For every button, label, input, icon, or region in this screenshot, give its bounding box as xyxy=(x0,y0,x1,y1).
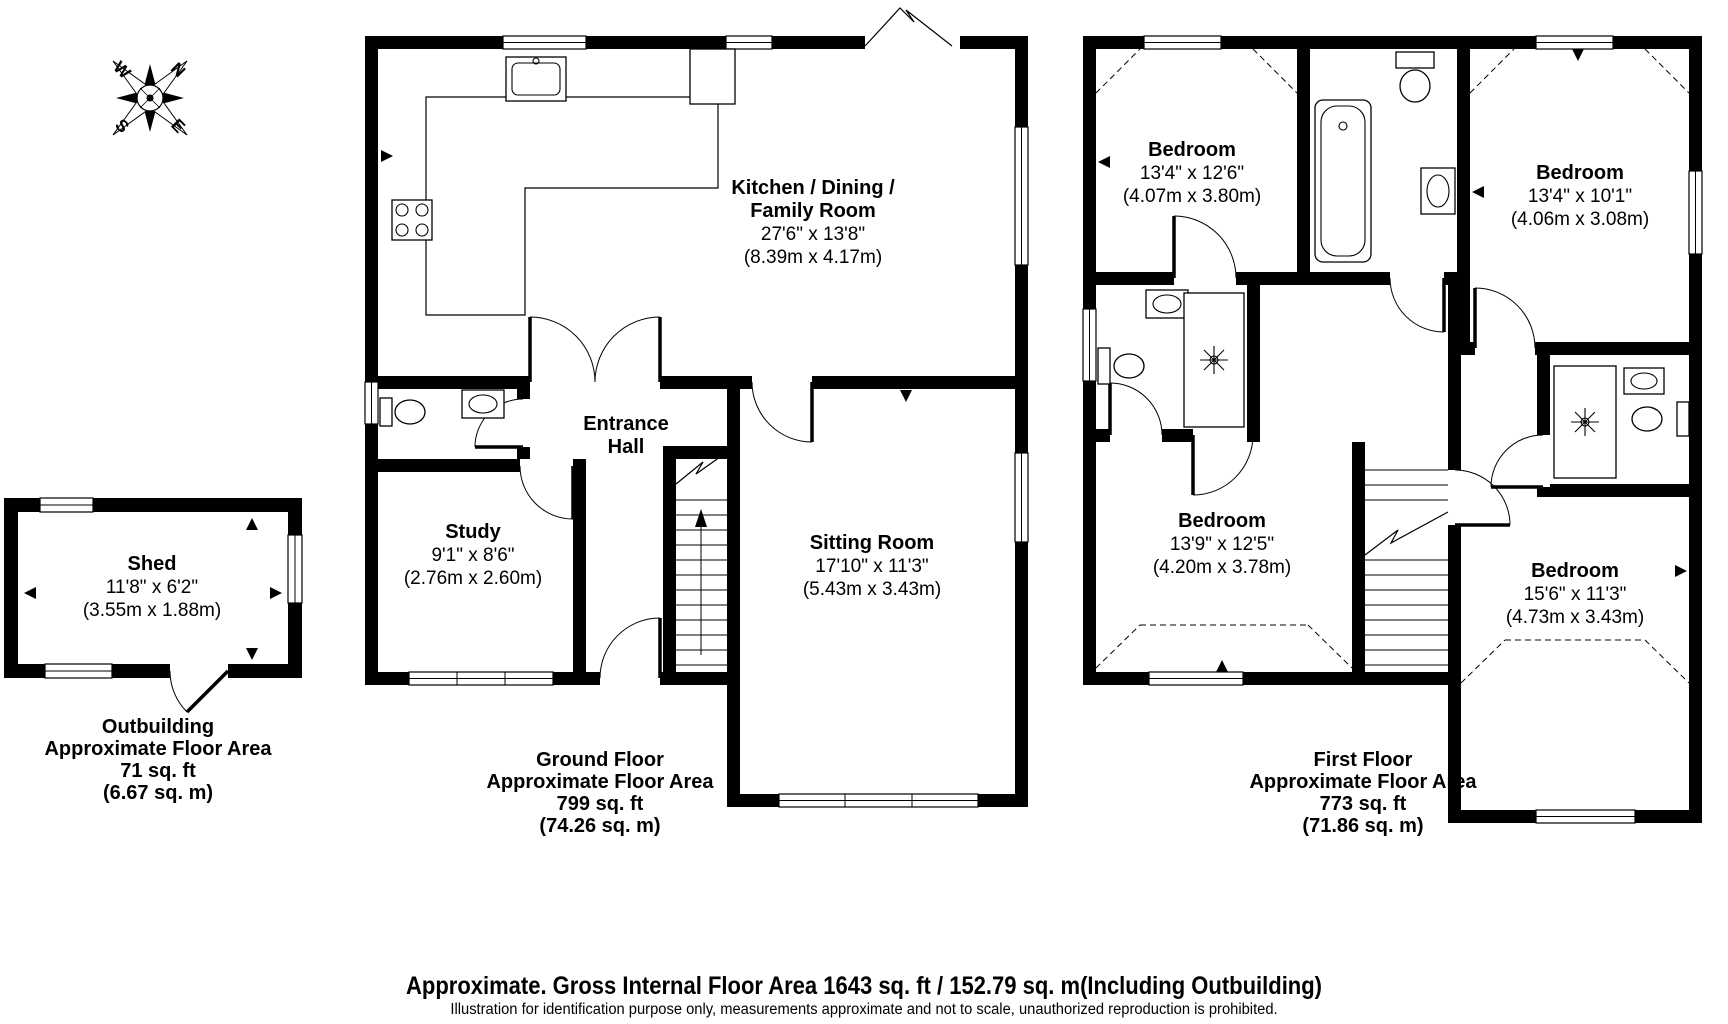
open-bay-break-line xyxy=(865,8,952,46)
compass-west-label: W xyxy=(109,57,135,83)
room-label-kitchen: Kitchen / Dining / Family Room 27'6" x 13'8" (8.39m x 4.17m) xyxy=(731,177,895,268)
room-label-bedroom-top-right: Bedroom 13'4" x 10'1" (4.06m x 3.08m) xyxy=(1510,162,1650,230)
compass-north-label: N xyxy=(166,58,190,82)
compass-center-dot xyxy=(147,95,154,102)
room-label-entrance-hall: Entrance Hall xyxy=(583,413,669,458)
compass-east-label: E xyxy=(167,115,189,137)
compass-rose xyxy=(92,36,212,160)
wc-basin xyxy=(462,390,504,418)
first-floor-fixtures xyxy=(1098,52,1689,478)
room-label-sitting-room: Sitting Room 17'10" x 11'3" (5.43m x 3.43m) xyxy=(802,532,942,600)
bathroom-basin xyxy=(1421,168,1455,214)
room-label-bedroom-bottom-right: Bedroom 15'6" x 11'3" (4.73m x 3.43m) xyxy=(1505,560,1645,628)
stair-up-arrow xyxy=(695,509,707,527)
ground-floor-stairs xyxy=(676,452,727,665)
chimney-breast xyxy=(690,49,735,104)
ground-floor-fixtures xyxy=(380,49,735,426)
shower-room-toilet xyxy=(1098,348,1144,384)
shed-door xyxy=(170,671,228,712)
ensuite-toilet xyxy=(1632,402,1689,436)
kitchen-hob xyxy=(392,200,432,240)
kitchen-sink xyxy=(506,57,566,101)
ensuite-shower xyxy=(1554,366,1616,478)
first-floor-stairs xyxy=(1365,470,1448,665)
ground-floor-plan xyxy=(365,8,1028,807)
room-label-bedroom-top-left: Bedroom 13'4" x 12'6" (4.07m x 3.80m) xyxy=(1122,139,1262,207)
ground-floor-doors xyxy=(475,317,812,678)
ensuite-basin xyxy=(1624,368,1664,394)
room-label-bedroom-bottom-left: Bedroom 13'9" x 12'5" (4.20m x 3.78m) xyxy=(1152,510,1292,578)
disclaimer-text: Illustration for identification purpose only, measurements approximate and not to scale, unauthorized reproduction is prohibited. xyxy=(450,1001,1278,1018)
outbuilding-caption: Outbuilding Approximate Floor Area 71 sq. ft (6.67 sq. m) xyxy=(44,716,272,804)
stair-break-line xyxy=(1365,512,1448,555)
kitchen-counter xyxy=(426,97,718,315)
shower-room-basin xyxy=(1146,290,1188,318)
first-floor-caption: First Floor Approximate Floor Area 773 sq. ft (71.86 sq. m) xyxy=(1249,749,1477,837)
shower-room-shower xyxy=(1184,293,1244,427)
bathroom-toilet xyxy=(1396,52,1434,102)
ground-floor-caption: Ground Floor Approximate Floor Area 799 sq. ft (74.26 sq. m) xyxy=(486,749,714,837)
ground-floor-windows xyxy=(365,36,1028,807)
bathroom-bath xyxy=(1315,100,1371,262)
room-label-shed: Shed 11'8" x 6'2" (3.55m x 1.88m) xyxy=(82,553,222,621)
wc-toilet xyxy=(380,398,425,426)
room-label-study: Study 9'1" x 8'6" (2.76m x 2.60m) xyxy=(403,521,543,589)
total-area-title: Approximate. Gross Internal Floor Area 1643 sq. ft / 152.79 sq. m(Including Outbuilding) xyxy=(405,972,1323,1000)
compass-south-label: S xyxy=(111,115,133,137)
